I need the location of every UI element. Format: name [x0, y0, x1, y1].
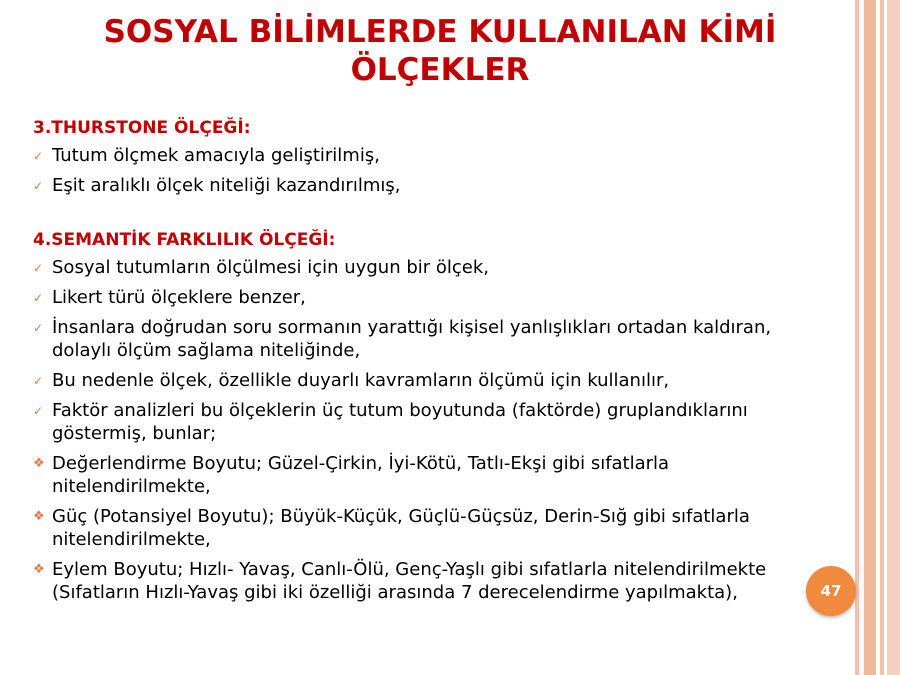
check-icon: ✓ — [33, 179, 44, 193]
diamond-bullet-icon: ❖ — [33, 456, 45, 471]
list-item — [33, 369, 803, 392]
check-icon: ✓ — [33, 261, 44, 275]
list-item — [33, 256, 803, 279]
section-spacer — [33, 204, 803, 229]
check-icon: ✓ — [33, 374, 44, 388]
list-item-text: Değerlendirme Boyutu; Güzel-Çirkin, İyi-Kötü, Tatlı-Ekşi gibi sıfatlarla nitelendirilmekte, — [52, 453, 670, 497]
stripe-edge — [887, 0, 900, 675]
list-item-text: Bu nedenle ölçek, özellikle duyarlı kavramların ölçümü için kullanılır, — [52, 370, 670, 391]
check-icon: ✓ — [33, 149, 44, 163]
list-item — [33, 144, 803, 167]
check-icon: ✓ — [33, 291, 44, 305]
section-heading-thurstone: 3.THURSTONE ÖLÇEĞİ: — [33, 118, 251, 138]
list-item-text: Sosyal tutumların ölçülmesi için uygun bir ölçek, — [52, 257, 490, 278]
diamond-bullet-icon: ❖ — [33, 562, 45, 577]
decorative-stripes — [855, 0, 900, 675]
list-item-text: Güç (Potansiyel Boyutu); Büyük-Küçük, Güçlü-Güçsüz, Derin-Sığ gibi sıfatlarla nitelendirilmekte, — [52, 506, 750, 550]
stripe-wide-middle — [864, 0, 876, 675]
diamond-bullet-icon: ❖ — [33, 509, 45, 524]
semantic-list — [33, 256, 803, 604]
thurstone-list — [33, 144, 803, 197]
list-item — [33, 505, 803, 551]
list-item-text: İnsanlara doğrudan soru sormanın yarattığı kişisel yanlışlıkları ortadan kaldıran, dolaylı ölçüm sağlama niteliğinde, — [52, 317, 772, 361]
list-item-text: Eşit aralıklı ölçek niteliği kazandırılmış, — [52, 175, 401, 196]
list-item-text: Eylem Boyutu; Hızlı- Yavaş, Canlı-Ölü, Genç-Yaşlı gibi sıfatlarla nitelendirilmekte (Sıfatların Hızlı-Yavaş gibi iki özelliği arasında 7 derecelendirme yapılmakta), — [52, 559, 767, 603]
list-item — [33, 316, 803, 362]
section-heading-semantic: 4.SEMANTİK FARKLILIK ÖLÇEĞİ: — [33, 230, 336, 250]
list-item — [33, 399, 803, 445]
list-item-text: Faktör analizleri bu ölçeklerin üç tutum boyutunda (faktörde) gruplandıklarını göstermiş, bunlar; — [52, 400, 748, 444]
list-item — [33, 286, 803, 309]
list-item — [33, 558, 803, 604]
check-icon: ✓ — [33, 404, 44, 418]
list-item — [33, 174, 803, 197]
check-icon: ✓ — [33, 321, 44, 335]
slide-title: SOSYAL BİLİMLERDE KULLANILAN KİMİ ÖLÇEKLER — [103, 14, 777, 88]
list-item-text: Likert türü ölçeklere benzer, — [52, 287, 306, 308]
slide-content — [33, 117, 803, 611]
page-number-badge: 47 — [806, 566, 856, 616]
stripe-thin-right — [880, 0, 884, 675]
list-item-text: Tutum ölçmek amacıyla geliştirilmiş, — [52, 145, 380, 166]
stripe-thin-left — [855, 0, 859, 675]
list-item — [33, 452, 803, 498]
